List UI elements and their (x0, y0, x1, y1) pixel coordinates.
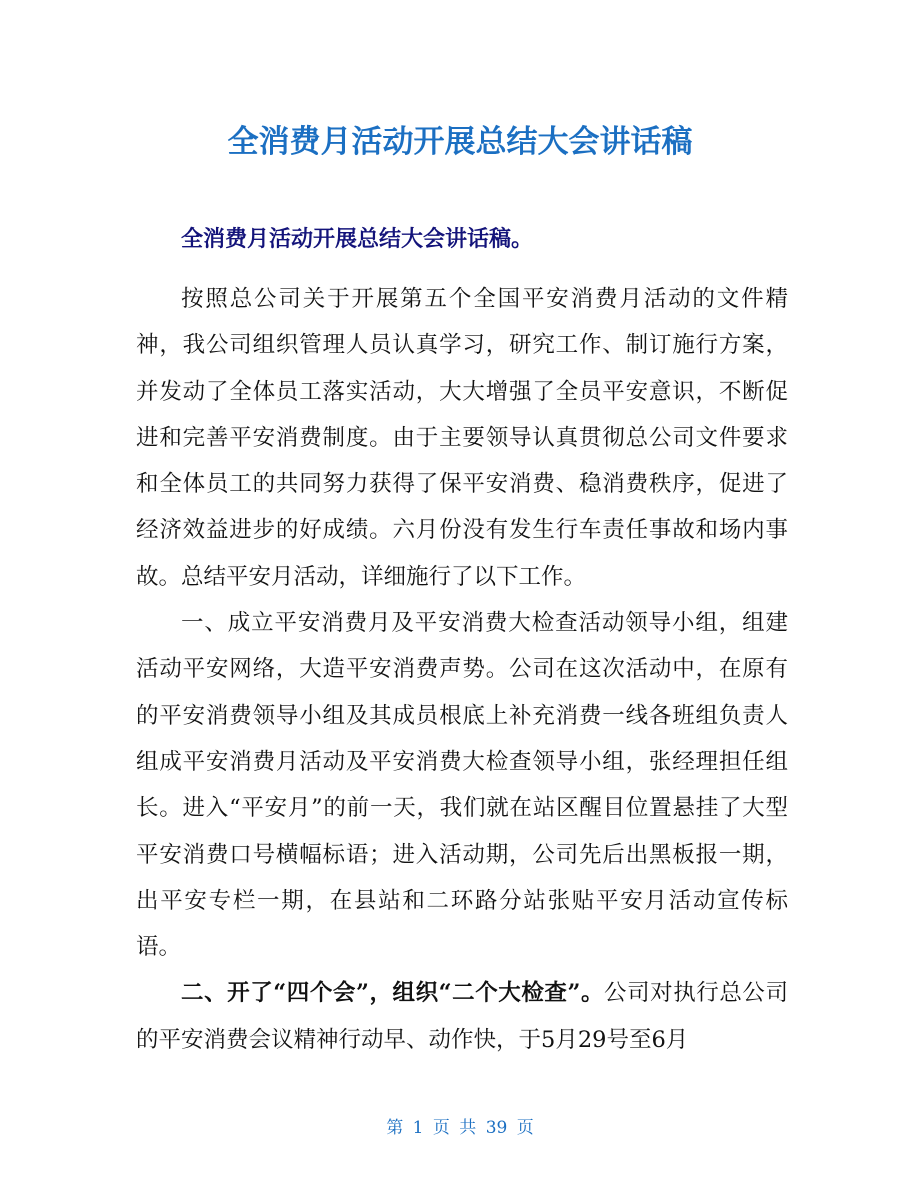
paragraph-section-one: 一、成立平安消费月及平安消费大检查活动领导小组，组建活动平安网络，大造平安消费声势。公司在这次活动中，在原有的平安消费领导小组及其成员根底上补充消费一线各班组负责人组成平安消费月活动及平安消费大检查领导小组，张经理担任组长。进入“平安月”的前一天，我们就在站区醒目位置悬挂了大型平安消费口号横幅标语；进入活动期，公司先后出黑板报一期，出平安专栏一期，在县站和二环路分站张贴平安月活动宣传标语。 (136, 610, 788, 961)
document-subtitle: 全消费月活动开展总结大会讲话稿。 (181, 227, 534, 252)
paragraph-intro: 按照总公司关于开展第五个全国平安消费月活动的文件精神，我公司组织管理人员认真学习，研究工作、制订施行方案，并发动了全体员工落实活动，大大增强了全员平安意识，不断促进和完善平安消费制度。由于主要领导认真贯彻总公司文件要求和全体员工的共同努力获得了保平安消费、稳消费秩序，促进了经济效益进步的好成绩。六月份没有发生行车责任事故和场内事故。总结平安月活动，详细施行了以下工作。 (136, 286, 788, 590)
section-two-heading: 二、开了“四个会”，组织“二个大检查”。 (181, 980, 605, 1007)
document-body (136, 276, 788, 1063)
section-two-text: 公司对执行总公司的平安消费会议精神行动早、动作快，于5月29号至6月 (136, 980, 788, 1053)
paragraph-section-two (136, 970, 788, 1063)
document-title: 全消费月活动开展总结大会讲话稿 (227, 124, 693, 160)
page-number-footer: 第 1 页 共 39 页 (386, 1118, 534, 1138)
